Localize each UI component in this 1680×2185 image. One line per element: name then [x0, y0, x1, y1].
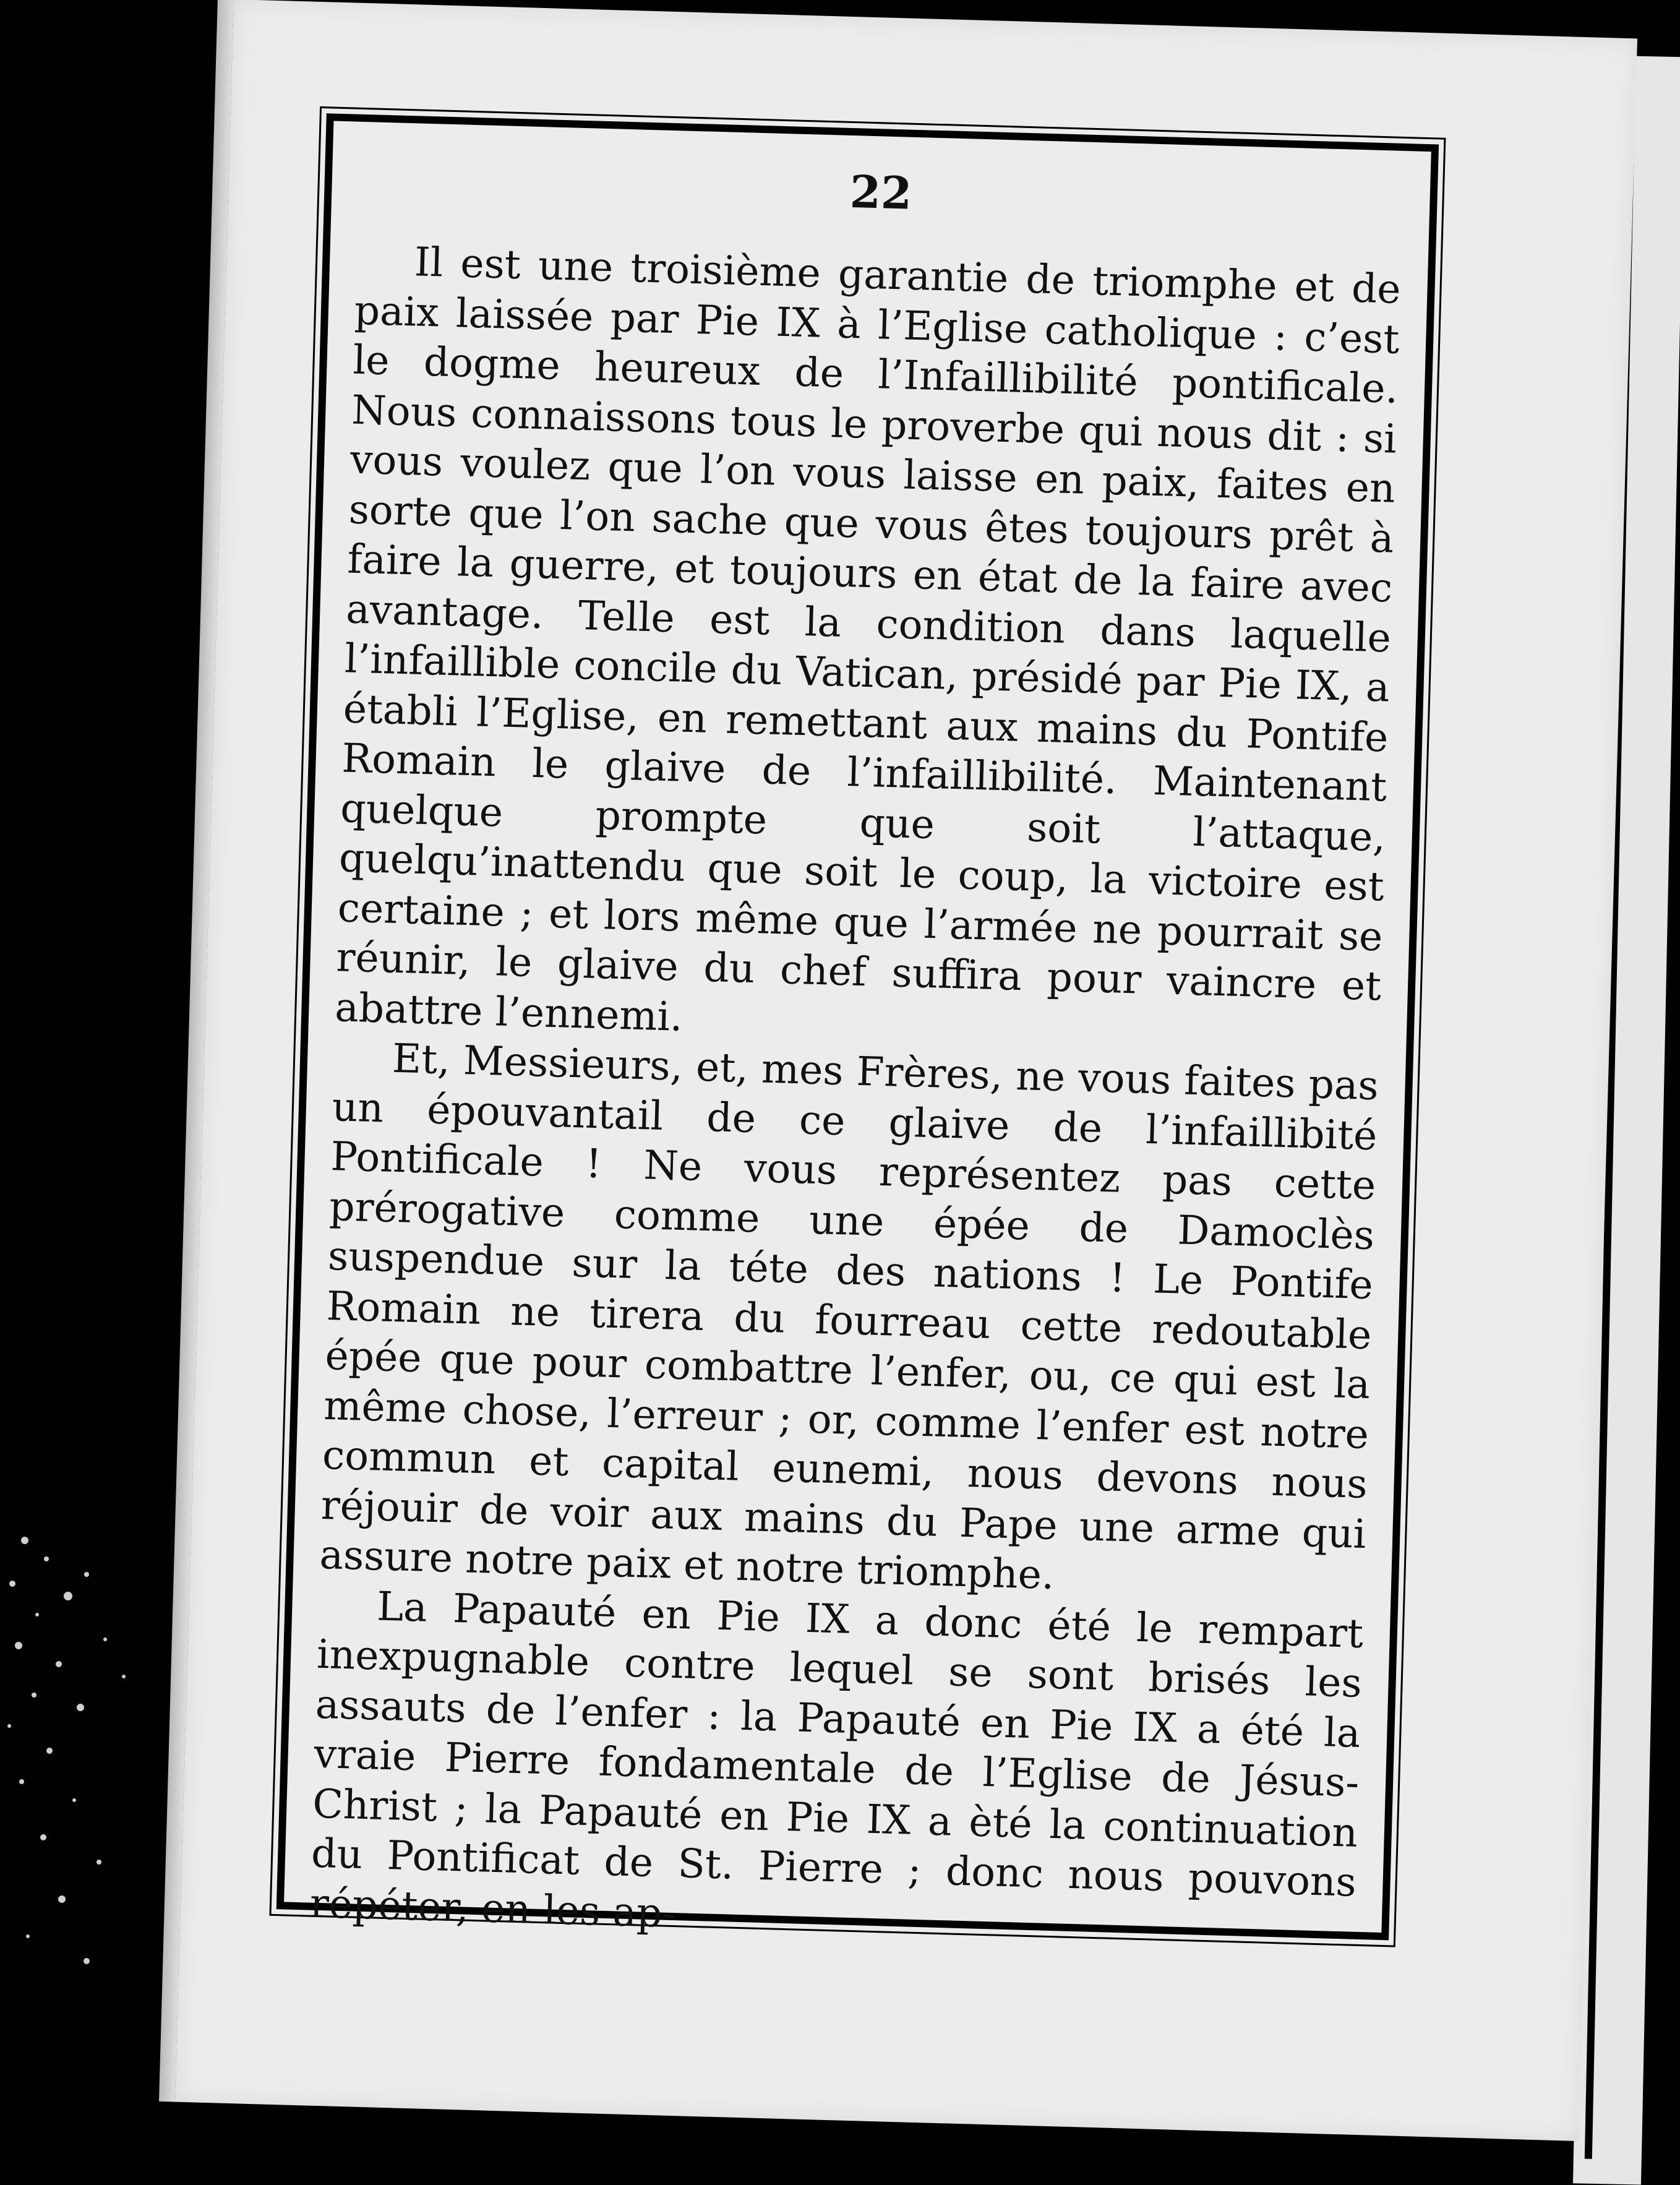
page-border-frame [276, 113, 1439, 1940]
body-text [309, 236, 1402, 1958]
page-number: 22 [849, 165, 913, 220]
book-page [175, 0, 1637, 2141]
paragraph-infallibility: Il est une troisième garantie de triomphe et de paix laissée par Pie IX à l’Eglise catholique : c’est le dogme heureux de l’Infaillibilité pontificale. Nous connaissons tous le proverbe qui nous dit : si vous voulez que l’on vous laisse en paix, faites en sorte que l’on sache que vous êtes toujours prêt à faire la guerre, et toujours en état de la faire avec avantage. Telle est la condition dans laquelle l’infaillible concile du Vatican, présidé par Pie IX, a établi l’Eglise, en remettant aux mains du Pontife Romain le glaive de l’infaillibilité. Maintenant quelque prompte que soit l’attaque, quelqu’inattendu que soit le coup, la victoire est certaine ; et lors même que l’armée ne pourrait se réunir, le glaive du chef suffira pour vaincre et abattre l’ennemi. [334, 239, 1402, 1041]
paragraph-sword: Et, Messieurs, et, mes Frères, ne vous faites pas un épouvantail de ce glaive de l’infaillibité Pontificale ! Ne vous représentez pas cette prérogative comme une épée de Damoclès suspendue sur la téte des nations ! Le Pontife Romain ne tirera du fourreau cette redoutable épée que pour combattre l’enfer, ou, ce qui est la même chose, l’erreur ; or, comme l’enfer est notre commun et capital eunemi, nous devons nous réjouir de voir aux mains du Pape une arme qui assure notre paix et notre triomphe. [319, 1035, 1379, 1599]
paragraph-papacy: La Papauté en Pie IX a donc été le rempart inexpugnable contre lequel se sont brisés les assauts de l’enfer : la Papauté en Pie IX a été la vraie Pierre fondamentale de l’Eglise de Jésus-Christ ; la Papauté en Pie IX a èté la continuation du Pontificat de St. Pierre ; donc nous pouvons répéter, en les ap- [309, 1582, 1364, 1937]
